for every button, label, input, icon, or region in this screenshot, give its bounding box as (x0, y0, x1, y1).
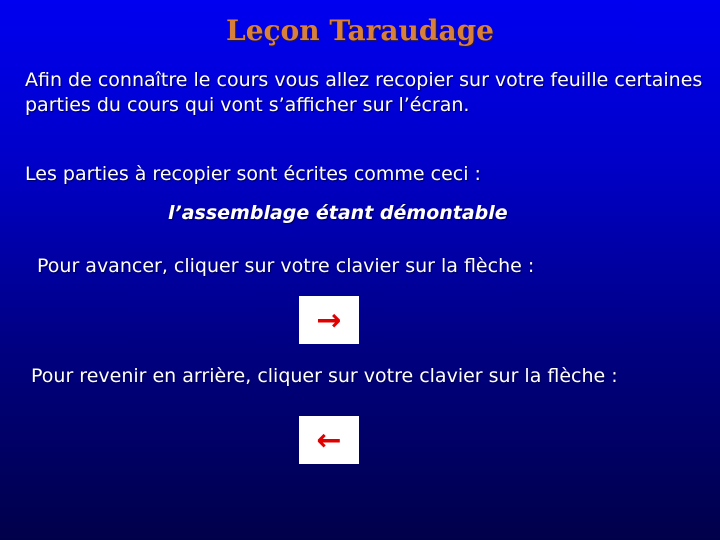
intro-text: Afin de connaître le cours vous allez recopier sur votre feuille certaines parties du cours qui vont s’afficher sur l’écran. (25, 69, 703, 116)
forward-instruction-text: Pour avancer, cliquer sur votre clavier sur la flèche : (37, 255, 535, 277)
copy-instruction-text: Les parties à recopier sont écrites comme ceci : (25, 163, 481, 185)
example-copy-text: l’assemblage étant démontable (168, 202, 508, 224)
back-instruction-text: Pour revenir en arrière, cliquer sur votre clavier sur la flèche : (31, 365, 618, 387)
back-arrow-button[interactable] (299, 416, 359, 464)
right-arrow-icon: → (316, 302, 342, 338)
forward-arrow-button[interactable] (299, 296, 359, 344)
slide-title: Leçon Taraudage (226, 14, 494, 47)
left-arrow-icon: ← (316, 422, 342, 458)
